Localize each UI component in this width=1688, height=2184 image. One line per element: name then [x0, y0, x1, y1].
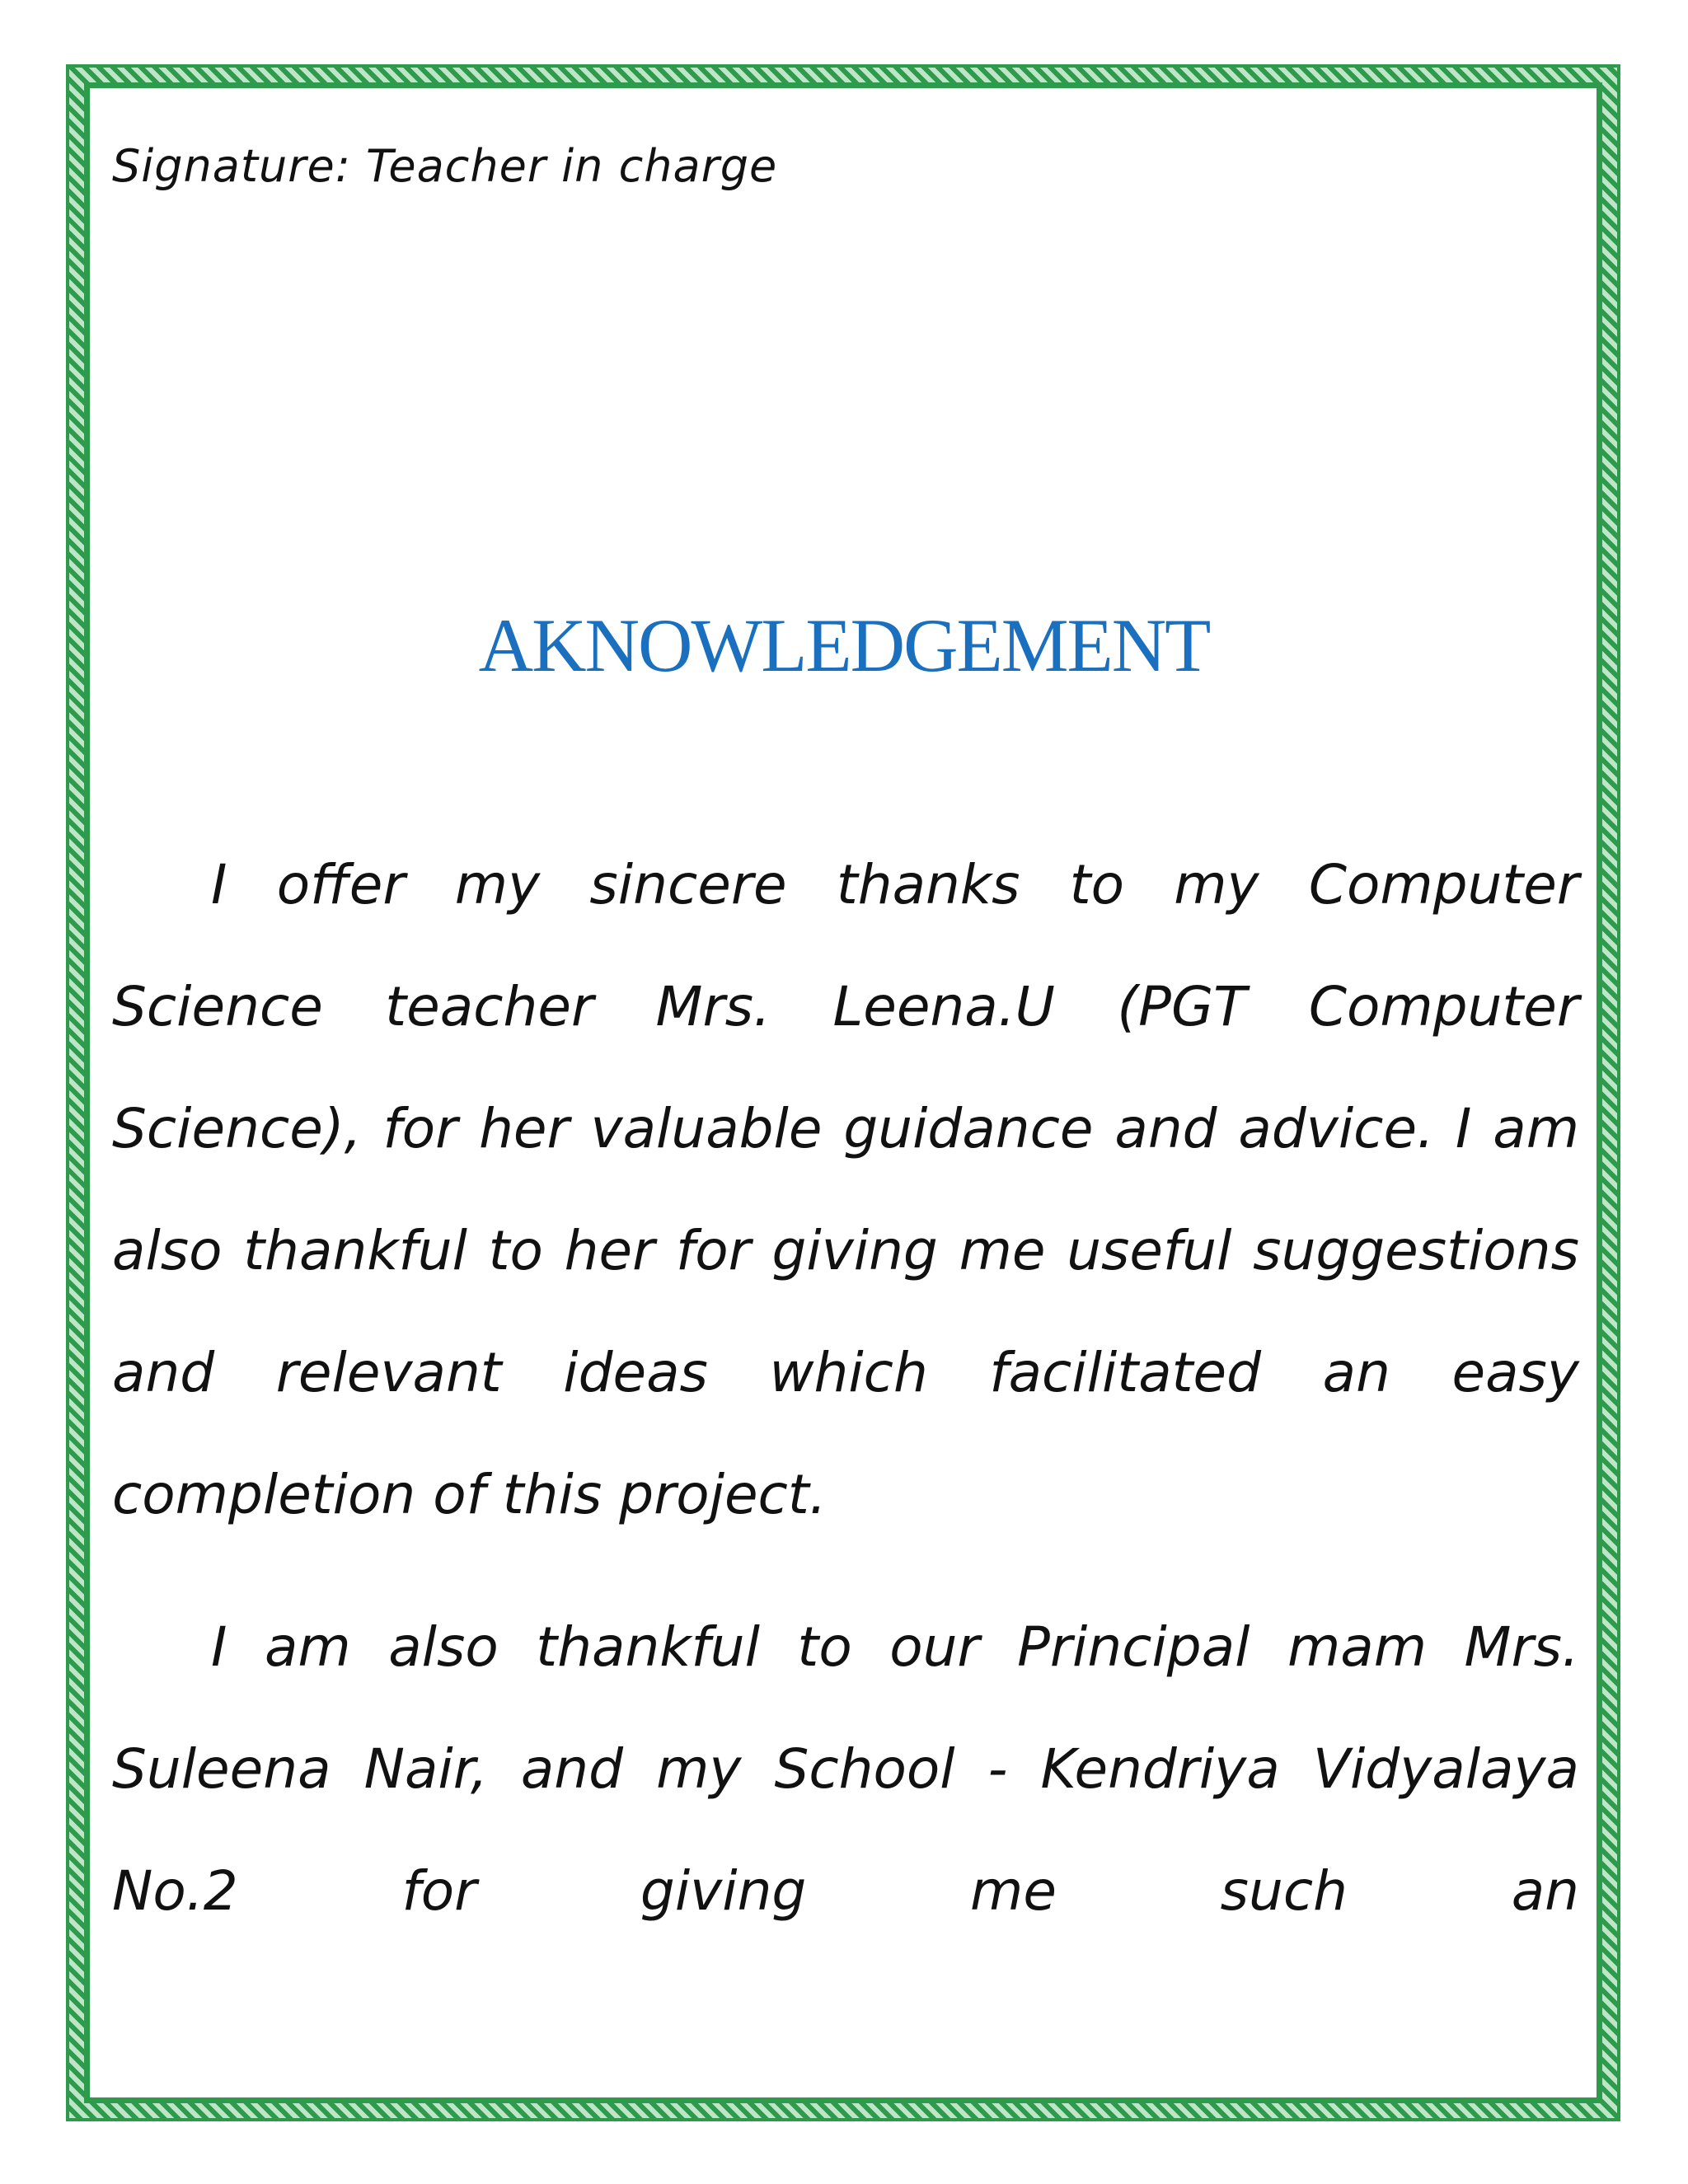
paragraph-2: I am also thankful to our Principal mam Mrs. Suleena Nair, and my School - Kendriya Vidyalaya No.2 for giving me such an [112, 1615, 1579, 1923]
page-title: AKNOWLEDGEMENT [478, 603, 1210, 687]
paragraph-1: I offer my sincere thanks to my Computer Science teacher Mrs. Leena.U (PGT Computer Science), for her valuable guidance and advice. I am also thankful to her for giving me useful suggestions and relevant ideas which facilitated an easy completion of this project. [112, 853, 1579, 1526]
signature-line: Signature: Teacher in charge [112, 140, 778, 192]
